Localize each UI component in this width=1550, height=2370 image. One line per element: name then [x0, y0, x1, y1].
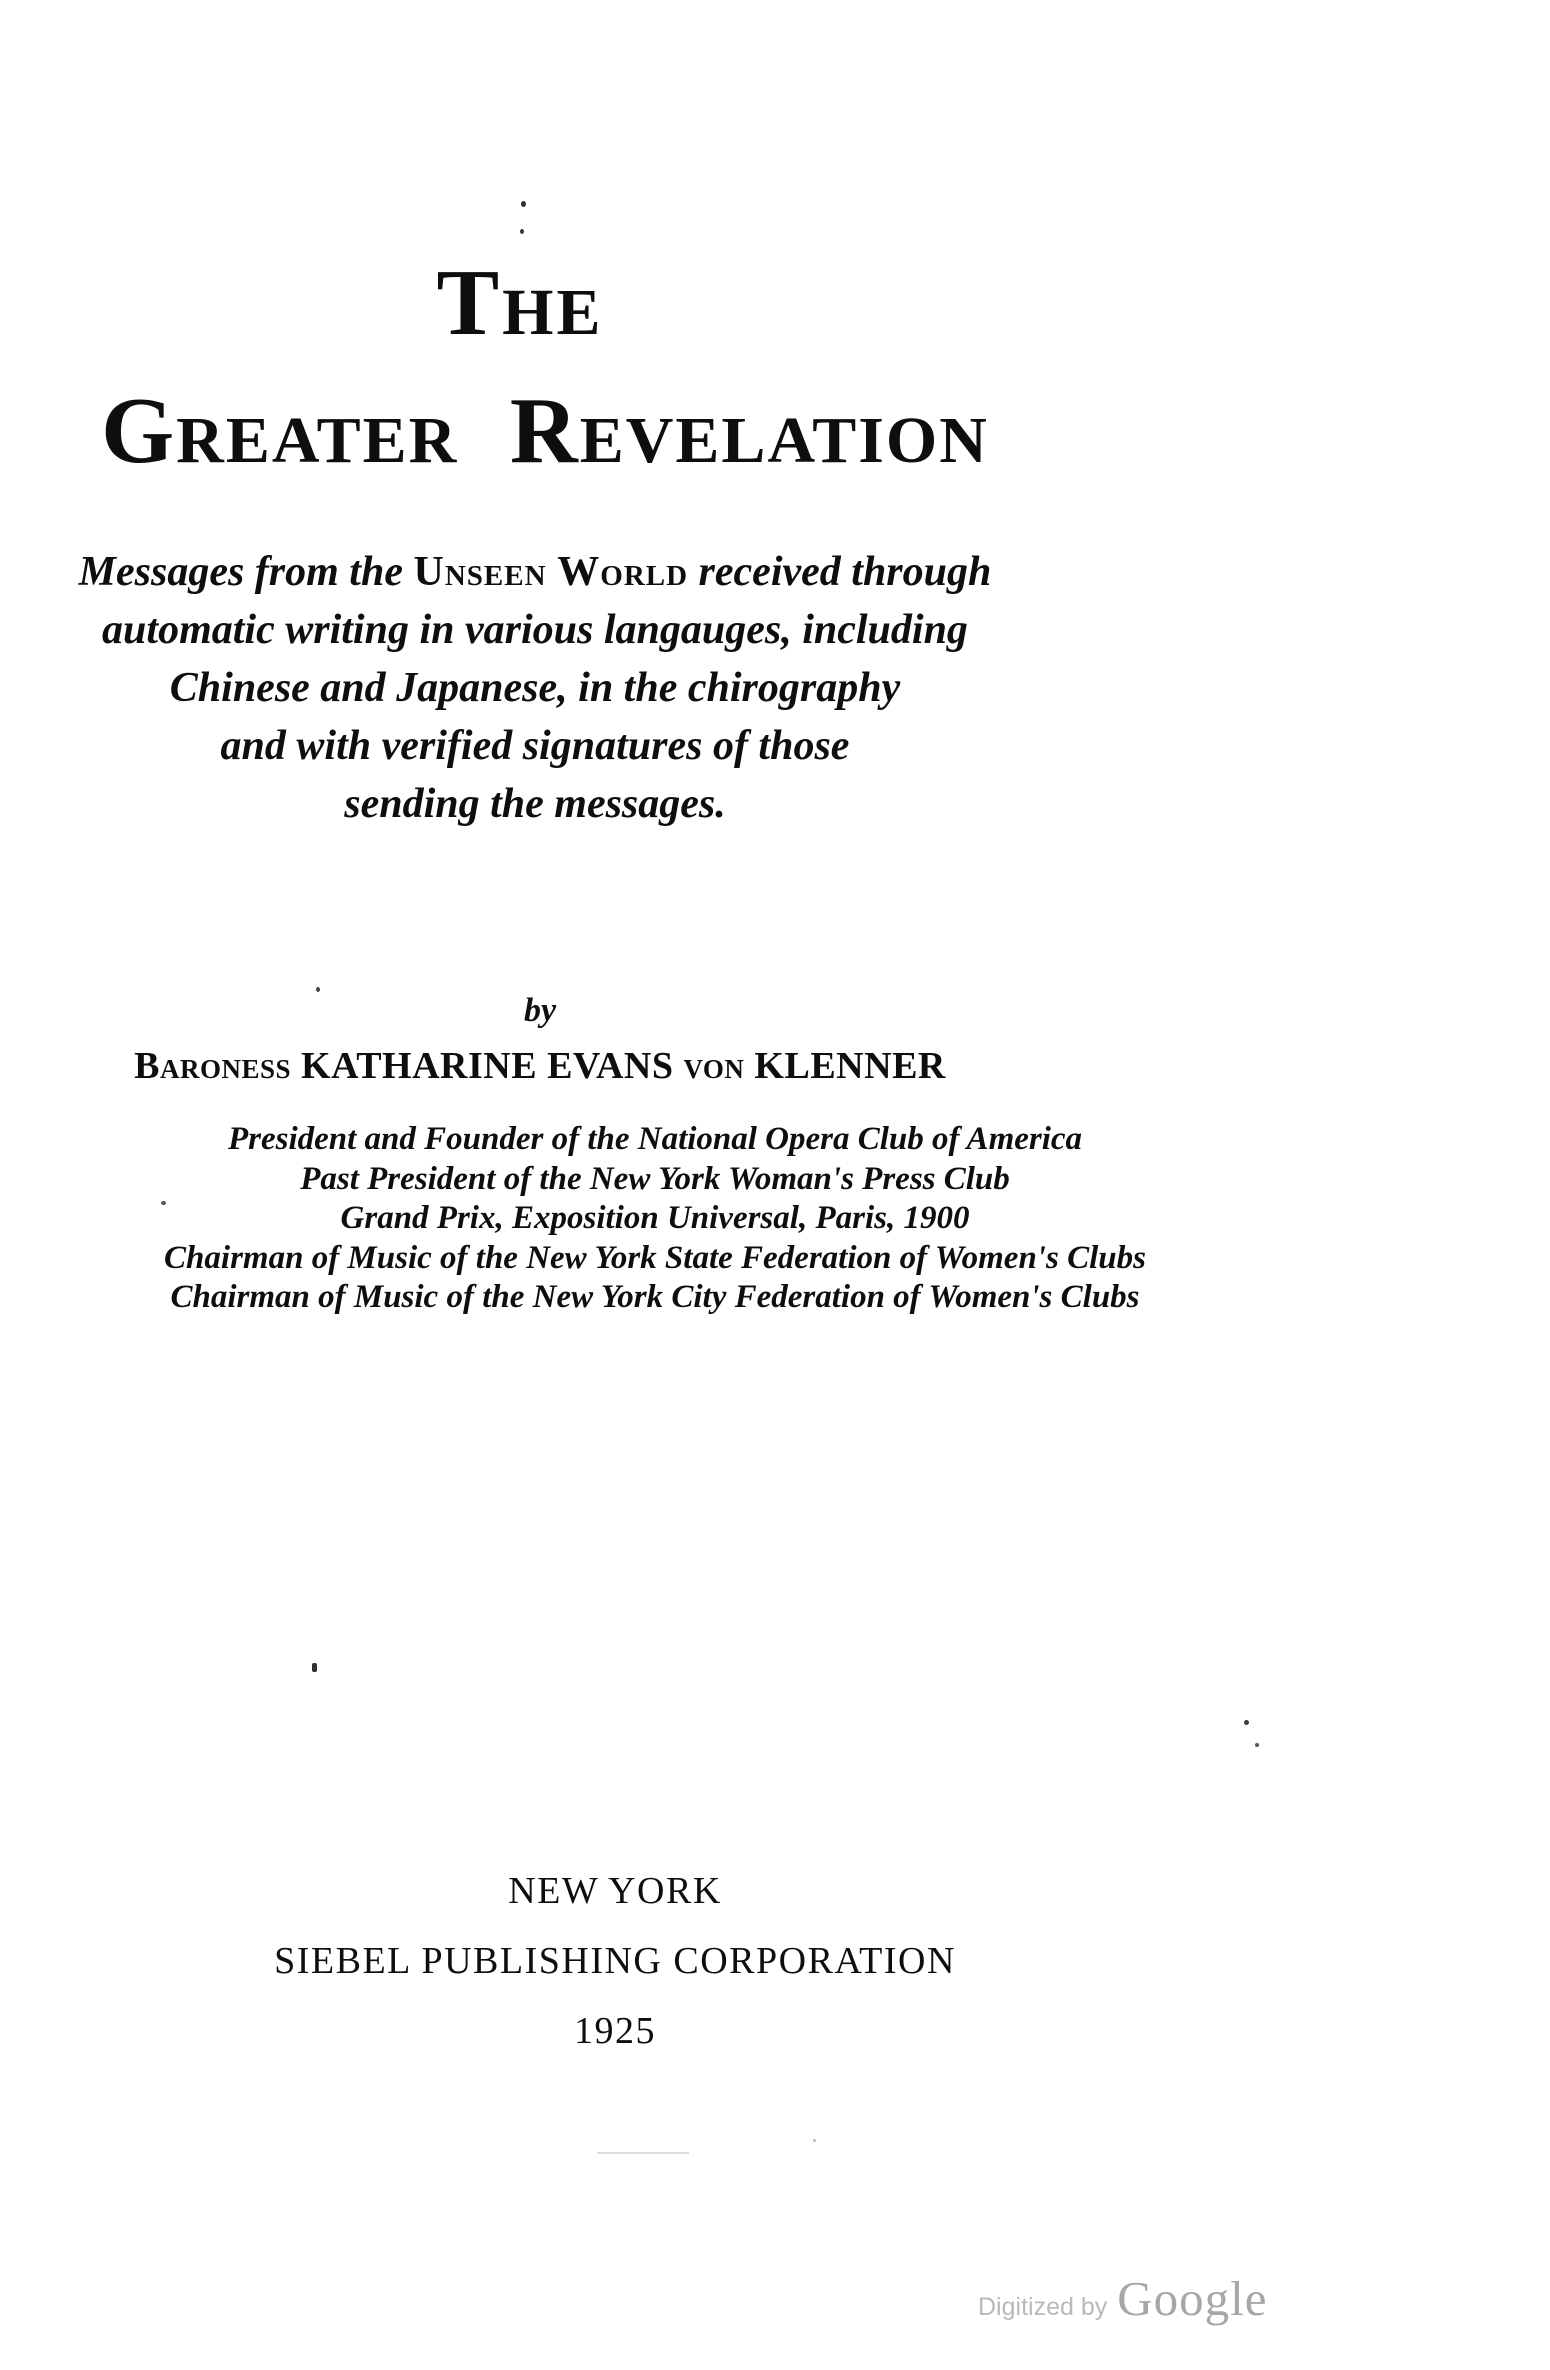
imprint-publisher: SIEBEL PUBLISHING CORPORATION	[274, 1940, 956, 1982]
credit-line: Grand Prix, Exposition Universal, Paris, 1900	[340, 1200, 970, 1236]
imprint-block	[0, 1856, 1230, 2066]
ink-speck-artifact	[521, 201, 526, 207]
imprint-year: 1925	[574, 2010, 656, 2052]
ink-speck-artifact	[312, 1663, 317, 1672]
subtitle-line	[0, 543, 1070, 601]
subtitle-line: Chinese and Japanese, in the chirography	[169, 665, 901, 711]
credit-line: President and Founder of the National Opera Club of America	[227, 1121, 1083, 1157]
subtitle-line: and with verified signatures of those	[220, 723, 850, 769]
google-logo: Google	[1117, 2271, 1268, 2326]
imprint-city: NEW YORK	[508, 1870, 722, 1912]
digitization-watermark	[978, 2270, 1267, 2327]
author-credits	[0, 1120, 1310, 1318]
subtitle-line1-pre: Messages from the	[78, 549, 414, 595]
book-title-line-main: Greater Revelation	[101, 379, 989, 483]
ink-speck-artifact	[1255, 1743, 1259, 1747]
credit-line: Chairman of Music of the New York City Federation of Women's Clubs	[170, 1279, 1140, 1315]
ink-speck-artifact	[1244, 1720, 1249, 1725]
subtitle-line1-smallcaps: Unseen World	[413, 549, 689, 595]
credit-line: Chairman of Music of the New York State Federation of Women's Clubs	[164, 1239, 1146, 1276]
credit-line: Past President of the New York Woman's Press Club	[300, 1160, 1010, 1197]
digitized-by-text: Digitized by	[978, 2293, 1108, 2321]
subtitle-line1-post: received through	[688, 549, 992, 595]
author-name: Baroness KATHARINE EVANS von KLENNER	[134, 1045, 946, 1087]
ink-speck-artifact	[520, 229, 524, 234]
book-subtitle	[0, 543, 1070, 833]
by-label: by	[523, 992, 557, 1029]
subtitle-line: sending the messages.	[344, 781, 726, 827]
subtitle-line: automatic writing in various langauges, including	[102, 607, 968, 653]
book-title-line-the: The	[436, 251, 604, 355]
ink-speck-artifact	[813, 2139, 816, 2142]
scan-line-artifact	[597, 2152, 689, 2154]
